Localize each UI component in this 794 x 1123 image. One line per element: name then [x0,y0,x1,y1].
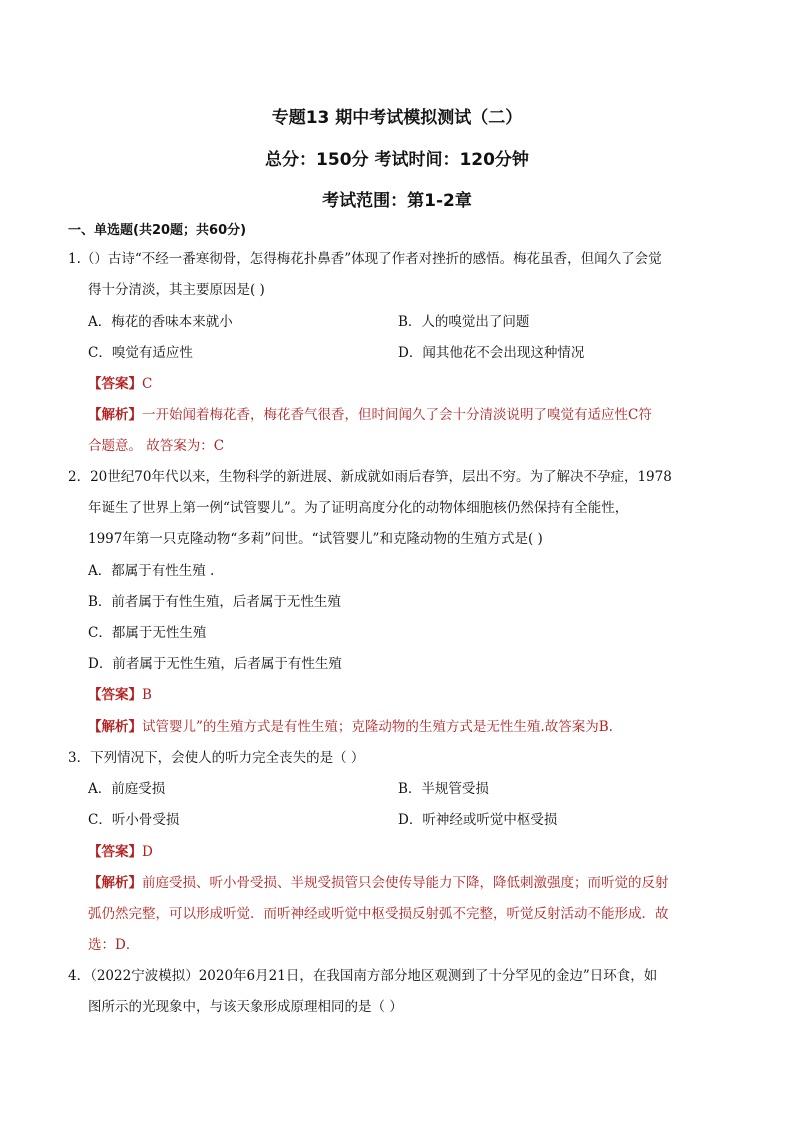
q3-analysis-line2: 弧仍然完整，可以形成听觉．而听神经或听觉中枢受损反射弧不完整，听觉反射活动不能形成．故 [88,906,669,922]
answer-value: C [142,376,153,392]
analysis-tag: 【解析】 [88,407,142,423]
answer-tag: 【答案】 [88,844,142,860]
q2-stem-line1: 2．20世纪70年代以来，生物科学的新进展、新成就如雨后春笋，层出不穷。为了解决不孕症，1978 [68,469,672,485]
q3-option-c: C．听小骨受损 [88,812,180,828]
answer-tag: 【答案】 [88,376,142,392]
score-time-line: 总分：150分 考试时间：120分钟 [265,150,529,170]
q4-stem-line2: 图所示的光现象中，与该天象形成原理相同的是（ ） [88,999,403,1015]
q1-answer [88,372,152,392]
q2-stem-line3: 1997年第一只克隆动物“多莉”问世。“试管婴儿”和克隆动物的生殖方式是( ) [88,531,543,547]
section-heading: 一、单选题(共20题；共60分) [68,223,247,238]
answer-value: D [142,844,153,860]
q3-option-a: A．前庭受损 [88,781,166,797]
analysis-text: 一开始闻着梅花香，梅花香气很香，但时间闻久了会十分清淡说明了嗅觉有适应性C符 [142,407,652,423]
q1-option-a: A．梅花的香味本来就小 [88,314,233,330]
q1-stem-line1: 1.（）古诗“不经一番寒彻骨，怎得梅花扑鼻香”体现了作者对挫折的感悟。梅花虽香，但闻久了会觉 [68,251,662,267]
q1-analysis-line2: 合题意。 故答案为：C [88,438,225,454]
q3-analysis-line3: 选：D． [88,937,140,953]
analysis-tag: 【解析】 [88,875,142,891]
q2-analysis-line1 [88,715,613,735]
exam-range-line: 考试范围：第1-2章 [322,191,472,211]
q1-option-b: B．人的嗅觉出了问题 [398,314,530,330]
analysis-tag: 【解析】 [88,719,142,735]
q2-option-a: A．都属于有性生殖 . [88,563,215,579]
q3-analysis-line1 [88,871,669,891]
q2-stem-line2: 年诞生了世界上第一例“试管婴儿”。为了证明高度分化的动物体细胞核仍然保持有全能性， [88,500,629,516]
q1-stem-line2: 得十分清淡，其主要原因是( ) [88,282,265,298]
q1-option-d: D．闻其他花不会出现这种情况 [398,345,585,361]
q1-option-c: C．嗅觉有适应性 [88,345,193,361]
q4-stem-line1: 4．（2022宁波模拟）2020年6月21日，在我国南方部分地区观测到了十分罕见的金边”日环食，如 [68,968,658,984]
analysis-text: 试管婴儿”的生殖方式是有性生殖；克隆动物的生殖方式是无性生殖.故答案为B. [142,719,613,735]
answer-tag: 【答案】 [88,687,142,703]
analysis-text: 前庭受损、听小骨受损、半规受损管只会使传导能力下降，降低刺激强度；而听觉的反射 [142,875,669,891]
document-title: 专题13 期中考试模拟测试（二） [271,108,523,128]
q2-answer [88,683,152,703]
q2-option-b: B．前者属于有性生殖，后者属于无性生殖 [88,594,341,610]
q1-analysis-line1 [88,403,652,423]
q3-stem-line1: 3．下列情况下，会使人的听力完全丧失的是（ ） [68,750,365,766]
q2-option-d: D．前者属于无性生殖，后者属于有性生殖 [88,656,342,672]
answer-value: B [142,687,152,703]
q3-answer [88,840,153,860]
q3-option-d: D．听神经或听觉中枢受损 [398,812,558,828]
q2-option-c: C．都属于无性生殖 [88,625,207,641]
q3-option-b: B．半规管受损 [398,781,489,797]
